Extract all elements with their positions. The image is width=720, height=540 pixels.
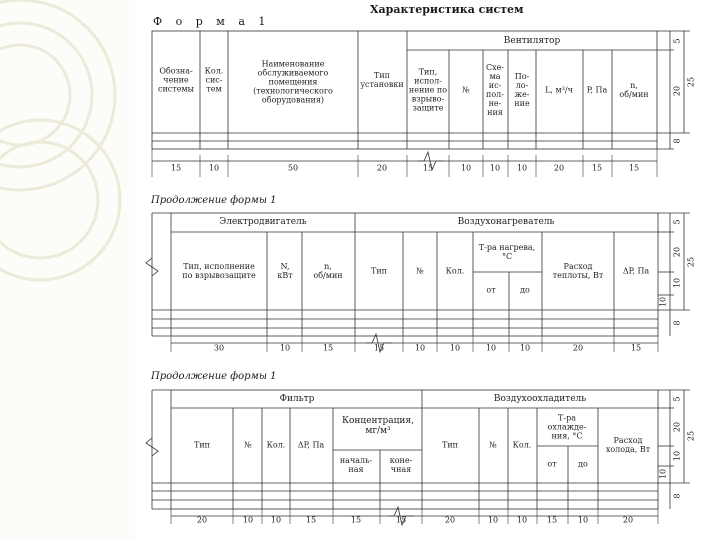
t3-filter-count: Кол.	[266, 440, 286, 450]
t2-width: 10	[519, 343, 531, 353]
t2-heat-temp: Т-ра нагрева, °С	[478, 243, 536, 261]
t1-width: 10	[516, 163, 528, 173]
t1-fan-speed: n, об/мин	[619, 81, 649, 99]
t2-dim: 5	[672, 219, 682, 225]
t3-cooler-type: Тип	[442, 440, 458, 450]
t3-width: 10	[577, 515, 589, 525]
t1-count: Кол. сис- тем	[204, 66, 224, 94]
t1-fan-flow: L, м³/ч	[545, 85, 573, 95]
t2-width: 30	[213, 343, 225, 353]
t1-fan-scheme: Схе- ма ис- пол- не- ния	[485, 63, 505, 117]
t2-heater: Воздухонагреватель	[457, 217, 555, 227]
t3-dim: 8	[672, 493, 682, 499]
t2-heat-to: до	[520, 285, 530, 295]
t1-dim: 20	[672, 85, 682, 97]
t2-width: 10	[279, 343, 291, 353]
t1-width: 50	[287, 163, 299, 173]
t2-motor: Электродвигатель	[219, 217, 307, 227]
t2-heater-count: Кол.	[445, 266, 465, 276]
t3-width: 20	[444, 515, 456, 525]
t2-heat-pressure: ΔP, Па	[622, 266, 650, 276]
t3-width: 10	[270, 515, 282, 525]
t3-dim: 20	[672, 421, 682, 433]
t3-filter-type: Тип	[194, 440, 210, 450]
t3-width: 10	[516, 515, 528, 525]
continuation-label-1: Продолжение формы 1	[151, 195, 277, 206]
t3-cooler-number: №	[489, 440, 497, 450]
t1-designation: Обозна- чение системы	[157, 66, 195, 94]
t2-width: 10	[449, 343, 461, 353]
page-title: Характеристика систем	[370, 3, 524, 16]
table3-grid	[146, 390, 690, 525]
t2-width: 15	[322, 343, 334, 353]
t2-heater-number: №	[416, 266, 424, 276]
t1-fan-pressure: P, Па	[586, 85, 608, 95]
t1-room-name: Наименование обслуживаемого помещения (технологического оборудования)	[253, 59, 333, 105]
t1-width: 10	[208, 163, 220, 173]
t1-fan: Вентилятор	[503, 36, 561, 46]
t3-width: 10	[242, 515, 254, 525]
t3-dim: 25	[686, 430, 696, 442]
t3-width: 20	[196, 515, 208, 525]
t3-width: 15	[395, 515, 407, 525]
t3-conc-start: началь- ная	[339, 456, 373, 474]
continuation-label-2: Продолжение формы 1	[151, 371, 277, 382]
t3-cooler: Воздухоохладитель	[493, 394, 587, 404]
t3-cool-flow: Расход холода, Вт	[605, 436, 651, 454]
t3-width: 15	[546, 515, 558, 525]
table2-grid	[146, 213, 690, 352]
t2-dim: 8	[672, 320, 682, 326]
t1-dim: 25	[686, 76, 696, 88]
t2-dim: 10	[672, 277, 682, 289]
t2-width: 10	[414, 343, 426, 353]
t1-width: 15	[170, 163, 182, 173]
t1-dim: 8	[672, 138, 682, 144]
t1-width: 10	[460, 163, 472, 173]
t2-motor-type: Тип, исполнение по взрывозащите	[182, 262, 256, 280]
t2-motor-power: N, кВт	[277, 262, 293, 280]
t2-width: 15	[373, 343, 385, 353]
t2-dim: 20	[672, 246, 682, 258]
t1-width: 20	[553, 163, 565, 173]
t3-cool-from: от	[547, 459, 557, 469]
t1-fan-position: По- ло- же- ние	[514, 72, 530, 108]
t3-width: 20	[622, 515, 634, 525]
t2-width: 20	[572, 343, 584, 353]
t2-heat-from: от	[486, 285, 496, 295]
t2-heater-type: Тип	[371, 266, 387, 276]
t3-dim: 10	[672, 450, 682, 462]
t2-width: 10	[485, 343, 497, 353]
t3-filter-number: №	[244, 440, 252, 450]
t3-width: 10	[487, 515, 499, 525]
t3-cool-temp: Т-ра охлажде- ния, °С	[547, 413, 587, 441]
t3-concentration: Концентрация, мг/м³	[342, 416, 414, 436]
t1-width: 15	[628, 163, 640, 173]
t3-width: 15	[350, 515, 362, 525]
t1-width: 15	[422, 163, 434, 173]
t3-width: 15	[305, 515, 317, 525]
t1-fan-number: №	[462, 85, 470, 95]
t3-dim: 10	[658, 468, 668, 480]
t1-dim: 5	[672, 38, 682, 44]
t3-conc-end: коне- чная	[389, 456, 413, 474]
t3-filter: Фильтр	[279, 394, 315, 404]
t2-dim: 10	[658, 296, 668, 308]
t2-motor-speed: n, об/мин	[313, 262, 343, 280]
t1-install-type: Тип установки	[360, 71, 404, 89]
t1-fan-type: Тип, испол- нение по взрыво- защите	[408, 67, 448, 113]
t3-cool-to: до	[578, 459, 588, 469]
t3-dim: 5	[672, 396, 682, 402]
t3-filter-pressure: ΔP, Па	[297, 440, 325, 450]
form-label: Ф о р м а 1	[153, 15, 271, 28]
t2-width: 15	[630, 343, 642, 353]
t1-width: 20	[376, 163, 388, 173]
t2-heat-flow: Расход теплоты, Вт	[552, 262, 604, 280]
t2-dim: 25	[686, 256, 696, 268]
t1-width: 10	[489, 163, 501, 173]
t1-width: 15	[591, 163, 603, 173]
t3-cooler-count: Кол.	[512, 440, 532, 450]
